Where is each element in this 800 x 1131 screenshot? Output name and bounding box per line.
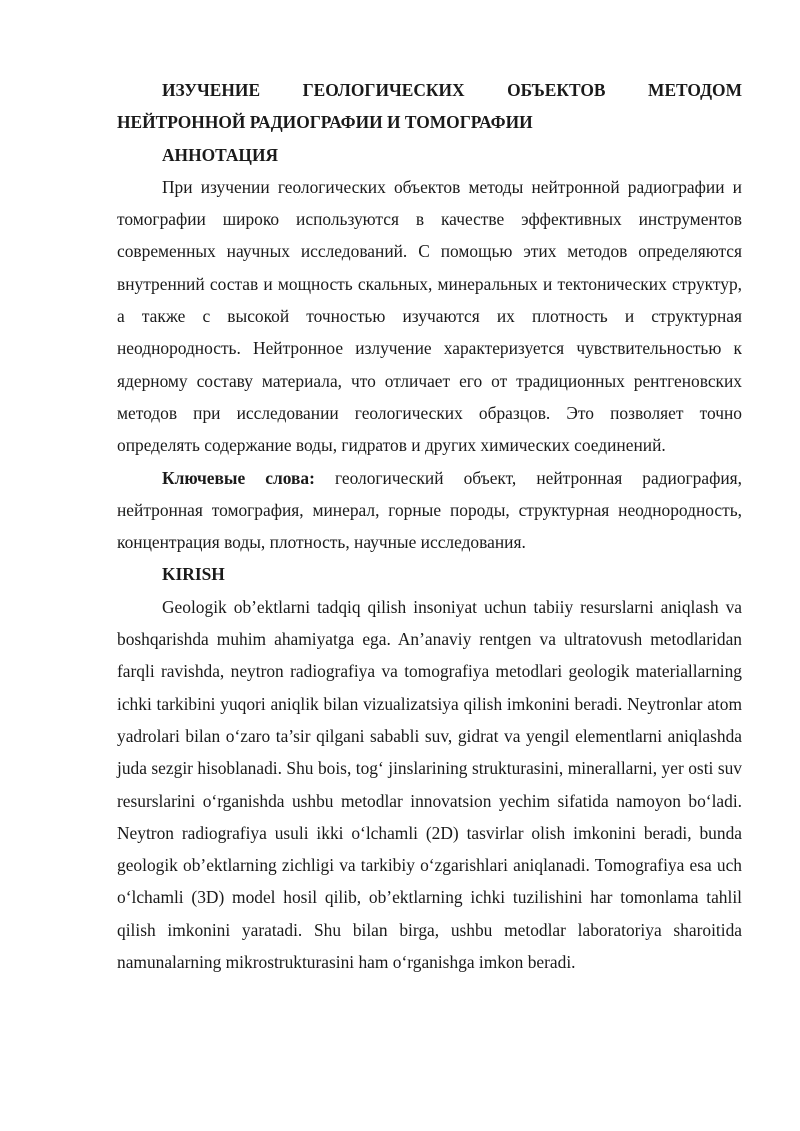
intro-heading: KIRISH (162, 564, 225, 585)
abstract-heading: АННОТАЦИЯ (162, 144, 279, 165)
document-page (117, 74, 742, 978)
intro-paragraph: Geologik ob’ektlarni tadqiq qilish insoniyat uchun tabiiy resurslarni aniqlash va boshqarishda muhim ahamiyatga ega. An’anaviy rentgen va ultratovush metodlaridan farqli ravishda, neytron radiografiya va tomografiya metodlari geologik materiallarning ichki tarkibini yuqori aniqlik bilan vizualizatsiya qilish imkonini beradi. Neytronlar atom yadrolari bilan o‘zaro ta’sir qilgani sababli suv, gidrat va yengil elementlarni aniqlashda juda sezgir hisoblanadi. Shu bois, tog‘ jinslarining strukturasini, minerallarni, yer osti suv resurslarini o‘rganishda ushbu metodlar innovatsion yechim sifatida namoyon bo‘ladi. Neytron radiografiya usuli ikki o‘lchamli (2D) tasvirlar olish imkonini beradi, bunda geologik ob’ektlarning zichligi va tarkibiy o‘zgarishlari aniqlanadi. Tomografiya esa uch o‘lchamli (3D) model hosil qilib, ob’ektlarning ichki tuzilishini har tomonlama tahlil qilish imkonini yaratadi. Shu bilan birga, ushbu metodlar laboratoriya sharoitida namunalarning mikrostrukturasini ham o‘rganishga imkon beradi. (117, 596, 742, 973)
keywords-paragraph (117, 462, 742, 559)
document-title: ИЗУЧЕНИЕ ГЕОЛОГИЧЕСКИХ ОБЪЕКТОВ МЕТОДОМ НЕЙТРОННОЙ РАДИОГРАФИИ И ТОМОГРАФИИ (117, 80, 742, 133)
abstract-paragraph: При изучении геологических объектов методы нейтронной радиографии и томографии широко используются в качестве эффективных инструментов современных научных исследований. С помощью этих методов определяются внутренний состав и мощность скальных, минеральных и тектонических структур, а также с высокой точностью изучаются их плотность и структурная неоднородность. Нейтронное излучение характеризуется чувствительностью к ядерному составу материала, что отличает его от традиционных рентгеновских методов при исследовании геологических образцов. Это позволяет точно определять содержание воды, гидратов и других химических соединений. (117, 176, 742, 456)
keywords-text: геологический объект, нейтронная радиография, нейтронная томография, минерал, горные породы, структурная неоднородность, концентрация воды, плотность, научные исследования. (117, 467, 742, 553)
keywords-label: Ключевые слова: (162, 467, 315, 488)
